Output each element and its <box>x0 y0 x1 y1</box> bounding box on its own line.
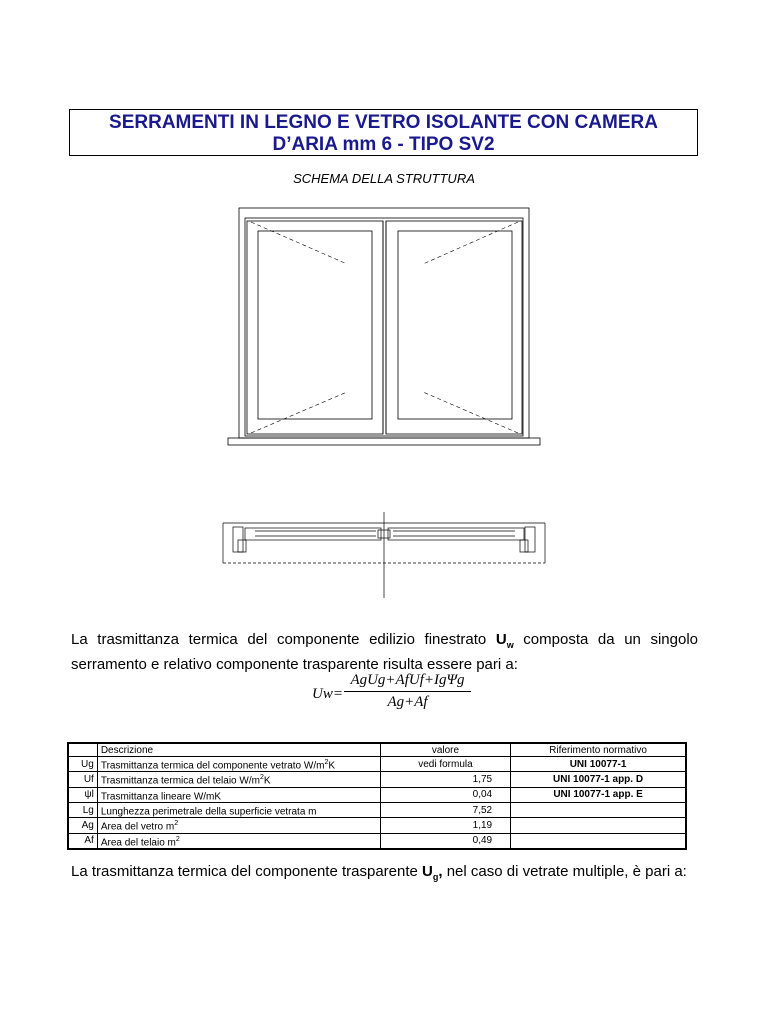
row-reference <box>511 802 686 817</box>
row-symbol: Ag <box>68 818 97 833</box>
row-description: Trasmittanza termica del componente vetrato $W/m^2K$ <box>97 757 380 772</box>
header-description: Descrizione <box>97 743 380 757</box>
table-row <box>68 802 686 817</box>
row-reference: UNI 10077-1 app. D <box>511 772 686 787</box>
row-description: Trasmittanza termica del telaio $W/m^2K$ <box>97 772 380 787</box>
row-symbol: Af <box>68 833 97 849</box>
ug-symbol: U <box>422 863 433 880</box>
row-reference <box>511 818 686 833</box>
left-sash <box>247 221 383 434</box>
row-reference <box>511 833 686 849</box>
row-reference: UNI 10077-1 <box>511 757 686 772</box>
left-glass <box>258 231 372 419</box>
header-reference: Riferimento normativo <box>511 743 686 757</box>
paragraph-1 <box>71 630 698 674</box>
row-description: Trasmittanza lineare W/mK <box>97 787 380 802</box>
row-description: Lunghezza perimetrale della superficie vetrata m <box>97 802 380 817</box>
row-symbol: Lg <box>68 802 97 817</box>
table-row <box>68 757 686 772</box>
row-value: 0,49 <box>380 833 510 849</box>
formula-numerator: AgUg+AfUf+IgΨg <box>344 672 471 692</box>
row-description: Area del telaio $m^2$ <box>97 833 380 849</box>
table-row <box>68 772 686 787</box>
row-value: 1,75 <box>380 772 510 787</box>
table-row <box>68 818 686 833</box>
row-symbol: ψl <box>68 787 97 802</box>
table-row <box>68 833 686 849</box>
formula-lhs: Uw= <box>312 686 343 702</box>
ug-comma: , <box>438 863 443 880</box>
paragraph-2-after: nel caso di vetrate multiple, è pari a: <box>442 863 687 880</box>
title-line-2: D’ARIA mm 6 - TIPO SV2 <box>272 134 495 155</box>
right-glass <box>398 231 512 419</box>
subtitle: SCHEMA DELLA STRUTTURA <box>293 171 475 186</box>
row-symbol: Uf <box>68 772 97 787</box>
title-line-1: SERRAMENTI IN LEGNO E VETRO ISOLANTE CON CAMERA <box>109 112 658 133</box>
row-value: 7,52 <box>380 802 510 817</box>
paragraph-1-before: La trasmittanza termica del componente edilizio finestrato <box>71 631 496 648</box>
parameters-table <box>67 742 687 850</box>
ug-subscript: g <box>432 872 439 882</box>
frame-outer <box>239 208 529 438</box>
paragraph-2-before: La trasmittanza termica del componente trasparente <box>71 863 423 880</box>
table-row <box>68 787 686 802</box>
right-sash <box>386 221 522 434</box>
formula-fraction <box>344 672 471 711</box>
row-value: 1,19 <box>380 818 510 833</box>
table-header-row <box>68 743 686 757</box>
formula-denominator: Ag+Af <box>387 694 428 710</box>
sill <box>228 438 540 445</box>
uw-subscript: w <box>506 640 514 650</box>
row-description: Area del vetro $m^2$ <box>97 818 380 833</box>
paragraph-1-after: composta da un singolo serramento e relativo componente trasparente risulta essere pari a: <box>71 631 699 673</box>
row-value: 0,04 <box>380 787 510 802</box>
row-value: vedi formula <box>380 757 510 772</box>
uw-symbol: U <box>495 631 507 648</box>
paragraph-2 <box>71 862 698 887</box>
header-value: valore <box>380 743 510 757</box>
header-symbol <box>68 743 97 757</box>
row-reference: UNI 10077-1 app. E <box>511 787 686 802</box>
frame-inner <box>245 218 523 436</box>
row-symbol: Ug <box>68 757 97 772</box>
